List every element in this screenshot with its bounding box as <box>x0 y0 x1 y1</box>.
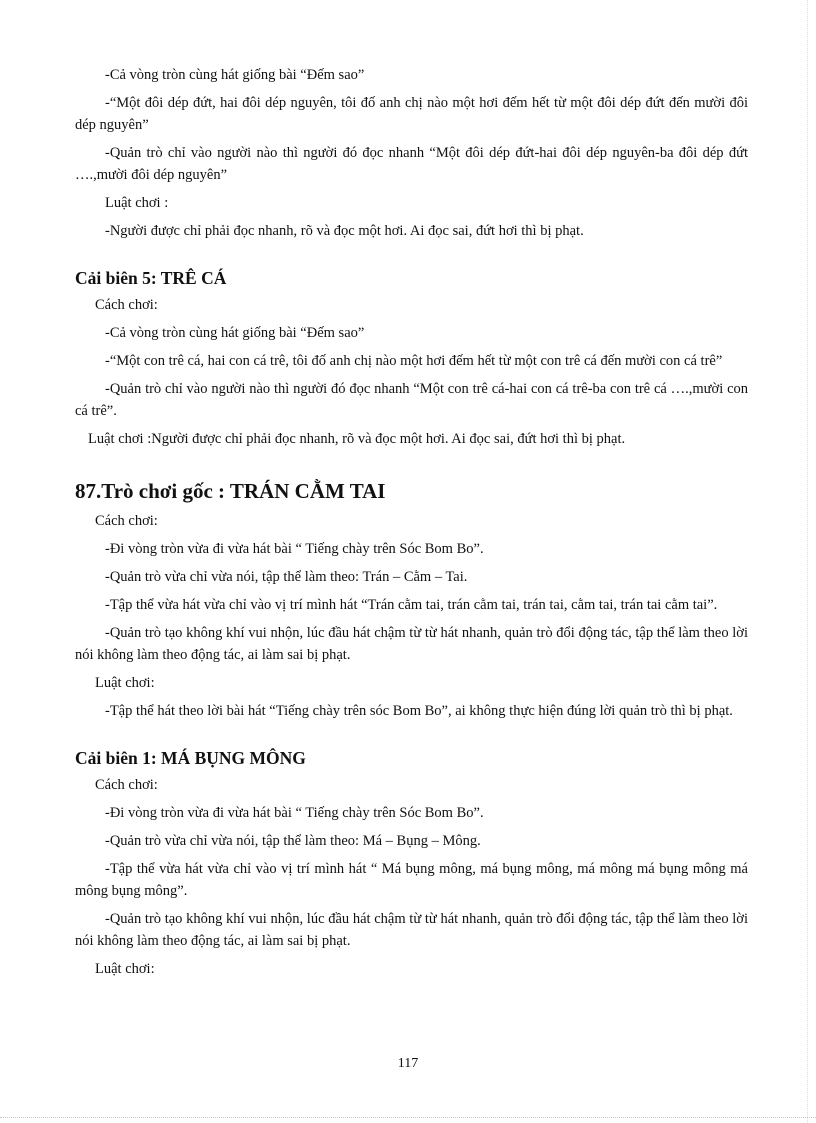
rules-label: Luật chơi : <box>105 195 169 211</box>
paragraph: -Quản trò vừa chỉ vừa nói, tập thể làm theo: Má – Bụng – Mông. <box>105 833 481 849</box>
page-bottom-divider <box>0 1117 816 1118</box>
paragraph: -Tập thể vừa hát vừa chỉ vào vị trí mình hát “ Má bụng mông, má bụng mông, má mông má bụng mông má mông bụng mông”. <box>75 861 748 899</box>
paragraph: -Quản trò chỉ vào người nào thì người đó đọc nhanh “Một con trê cá-hai con cá trê-ba con trê cá ….,mười con cá trê”. <box>75 381 748 419</box>
rules-label: Luật chơi: <box>95 961 155 977</box>
paragraph: -“Một con trê cá, hai con cá trê, tôi đố anh chị nào một hơi đếm hết từ một con trê cá đến mười con cá trê” <box>105 353 723 369</box>
paragraph: -Quản trò tạo không khí vui nhộn, lúc đầu hát chậm từ từ hát nhanh, quản trò đổi động tác, tập thể làm theo lời nói không làm theo động tác, ai làm sai bị phạt. <box>75 625 748 663</box>
page-number: 117 <box>397 1056 419 1071</box>
how-to-play-label: Cách chơi: <box>95 513 158 529</box>
paragraph: -Đi vòng tròn vừa đi vừa hát bài “ Tiếng chày trên Sóc Bom Bo”. <box>105 541 484 557</box>
how-to-play-label: Cách chơi: <box>95 777 158 793</box>
paragraph: -Tập thể vừa hát vừa chỉ vào vị trí mình hát “Trán cằm tai, trán cằm tai, trán tai, cằm tai, trán tai cằm tai”. <box>105 597 718 613</box>
paragraph: -Cả vòng tròn cùng hát giống bài “Đếm sao” <box>105 325 365 341</box>
document-body <box>75 64 748 986</box>
paragraph: -Quản trò vừa chỉ vừa nói, tập thể làm theo: Trán – Cằm – Tai. <box>105 569 468 585</box>
section-heading-cai-bien-1: Cải biên 1: MÁ BỤNG MÔNG <box>75 748 306 768</box>
paragraph: -Tập thể hát theo lời bài hát “Tiếng chày trên sóc Bom Bo”, ai không thực hiện đúng lời quản trò thì bị phạt. <box>105 703 733 719</box>
paragraph: -Quản trò tạo không khí vui nhộn, lúc đầu hát chậm từ từ hát nhanh, quản trò đổi động tác, tập thể làm theo lời nói không làm theo động tác, ai làm sai bị phạt. <box>75 911 748 949</box>
paragraph: -Người được chỉ phải đọc nhanh, rõ và đọc một hơi. Ai đọc sai, đứt hơi thì bị phạt. <box>105 223 584 239</box>
paragraph: -Cả vòng tròn cùng hát giống bài “Đếm sao” <box>105 67 365 83</box>
section-heading-cai-bien-5: Cải biên 5: TRÊ CÁ <box>75 268 227 288</box>
paragraph: Luật chơi :Người được chỉ phải đọc nhanh, rõ và đọc một hơi. Ai đọc sai, đứt hơi thì bị phạt. <box>88 431 626 447</box>
paragraph: -“Một đôi dép đứt, hai đôi dép nguyên, tôi đố anh chị nào một hơi đếm hết từ một đôi dép đứt đến mười đôi dép nguyên” <box>75 95 748 133</box>
paragraph: -Quản trò chỉ vào người nào thì người đó đọc nhanh “Một đôi dép đứt-hai đôi dép nguyên-ba đôi dép đứt ….,mười đôi dép nguyên” <box>75 145 748 183</box>
page-edge-guide <box>807 0 808 1123</box>
game-heading-87: 87.Trò chơi gốc : TRÁN CẰM TAI <box>75 479 386 503</box>
rules-label: Luật chơi: <box>95 675 155 691</box>
paragraph: -Đi vòng tròn vừa đi vừa hát bài “ Tiếng chày trên Sóc Bom Bo”. <box>105 805 484 821</box>
how-to-play-label: Cách chơi: <box>95 297 158 313</box>
